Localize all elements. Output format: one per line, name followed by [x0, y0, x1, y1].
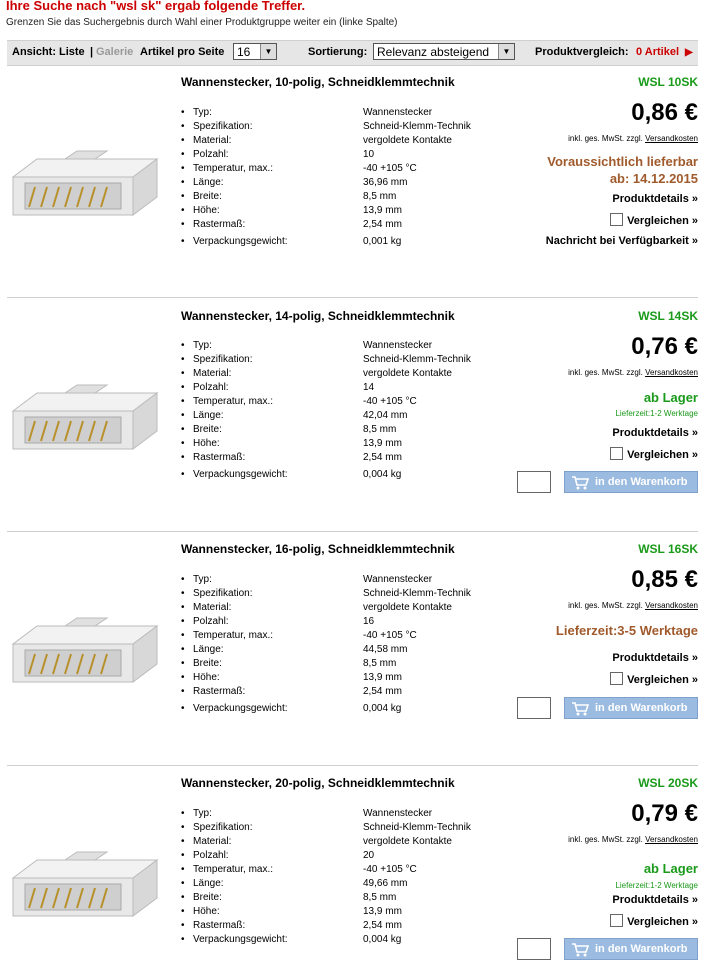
bullet: •: [181, 219, 185, 230]
shipping-costs-link[interactable]: Versandkosten: [645, 601, 698, 610]
product-title[interactable]: Wannenstecker, 20-polig, Schneidklemmtechnik: [181, 776, 455, 790]
spec-value: Schneid-Klemm-Technik: [363, 121, 471, 132]
spec-label: Spezifikation:: [193, 354, 253, 365]
availability-status: [547, 153, 698, 187]
spec-value: 13,9 mm: [363, 205, 402, 216]
bullet: •: [181, 135, 185, 146]
spec-label: Verpackungsgewicht:: [193, 703, 288, 714]
notify-availability-link[interactable]: Nachricht bei Verfügbarkeit »: [545, 235, 698, 247]
spec-label: Breite:: [193, 424, 222, 435]
bullet: •: [181, 340, 185, 351]
bullet: •: [181, 920, 185, 931]
spec-value: 8,5 mm: [363, 658, 397, 669]
product-image[interactable]: [7, 822, 159, 937]
spec-label: Verpackungsgewicht:: [193, 469, 288, 480]
delivery-time-note: Lieferzeit:1-2 Werktage: [615, 881, 698, 890]
per-page-value: 16: [237, 45, 251, 59]
divider: [7, 765, 698, 766]
product-item-wsl-16sk: [7, 542, 698, 764]
bullet: •: [181, 396, 185, 407]
compare-checkbox[interactable]: [610, 672, 623, 685]
spec-value: 49,66 mm: [363, 878, 408, 889]
quantity-input[interactable]: [517, 697, 551, 719]
spec-label: Breite:: [193, 191, 222, 202]
spec-value: 13,9 mm: [363, 906, 402, 917]
add-to-cart-label: in den Warenkorb: [595, 943, 688, 955]
product-item-wsl-10sk: [7, 75, 698, 297]
spec-value: 10: [363, 149, 375, 160]
add-to-cart-button[interactable]: [564, 938, 698, 960]
shipping-prefix: inkl. ges. MwSt. zzgl.: [568, 835, 643, 844]
bullet: •: [181, 177, 185, 188]
sort-select[interactable]: [373, 43, 515, 60]
spec-value: 16: [363, 616, 375, 627]
bullet: •: [181, 121, 185, 132]
divider: [7, 531, 698, 532]
spec-value: 0,004 kg: [363, 469, 402, 480]
spec-label: Typ:: [193, 340, 212, 351]
bullet: •: [181, 906, 185, 917]
spec-value: -40 +105 °C: [363, 163, 417, 174]
bullet: •: [181, 836, 185, 847]
shipping-note: [568, 601, 698, 610]
spec-label: Typ:: [193, 107, 212, 118]
bullet: •: [181, 616, 185, 627]
chevron-down-icon: ▼: [260, 44, 276, 59]
product-image[interactable]: [7, 121, 159, 236]
product-details-link[interactable]: Produktdetails »: [612, 193, 698, 205]
bullet: •: [181, 878, 185, 889]
spec-value: 2,54 mm: [363, 920, 402, 931]
spec-label: Länge:: [193, 878, 224, 889]
product-title[interactable]: Wannenstecker, 14-polig, Schneidklemmtechnik: [181, 309, 455, 323]
product-price: 0,86 €: [631, 99, 698, 126]
divider: [7, 297, 698, 298]
cart-icon: [571, 941, 589, 957]
spec-value: 2,54 mm: [363, 452, 402, 463]
availability-date: ab: 14.12.2015: [609, 171, 698, 186]
spec-label: Länge:: [193, 177, 224, 188]
spec-label: Temperatur, max.:: [193, 630, 274, 641]
product-code: WSL 16SK: [638, 542, 698, 556]
spec-label: Breite:: [193, 892, 222, 903]
bullet: •: [181, 469, 185, 480]
product-item-wsl-20sk: [7, 776, 698, 955]
bullet: •: [181, 574, 185, 585]
spec-label: Polzahl:: [193, 382, 229, 393]
spec-value: Wannenstecker: [363, 574, 433, 585]
add-to-cart-button[interactable]: [564, 697, 698, 719]
add-to-cart-label: in den Warenkorb: [595, 702, 688, 714]
view-list-link[interactable]: Liste: [59, 46, 85, 58]
spec-label: Material:: [193, 135, 232, 146]
product-code: WSL 14SK: [638, 309, 698, 323]
per-page-select[interactable]: [233, 43, 277, 60]
spec-value: 20: [363, 850, 375, 861]
compare-toggle[interactable]: [610, 672, 698, 686]
spec-value: 2,54 mm: [363, 219, 402, 230]
bullet: •: [181, 808, 185, 819]
product-price: 0,76 €: [631, 333, 698, 360]
view-separator: |: [90, 46, 94, 58]
compare-toggle[interactable]: [610, 213, 698, 227]
cart-icon: [571, 700, 589, 716]
product-details-link[interactable]: Produktdetails »: [612, 652, 698, 664]
per-page-label: Artikel pro Seite: [140, 46, 225, 58]
compare-toggle[interactable]: [610, 914, 698, 928]
product-details-link[interactable]: Produktdetails »: [612, 427, 698, 439]
spec-value: -40 +105 °C: [363, 864, 417, 875]
compare-checkbox[interactable]: [610, 447, 623, 460]
bullet: •: [181, 368, 185, 379]
spec-label: Rastermaß:: [193, 452, 246, 463]
sort-label: Sortierung:: [308, 46, 368, 58]
quantity-input[interactable]: [517, 938, 551, 960]
quantity-input[interactable]: [517, 471, 551, 493]
chevron-down-icon: ▼: [498, 44, 514, 59]
bullet: •: [181, 236, 185, 247]
bullet: •: [181, 354, 185, 365]
spec-value: 2,54 mm: [363, 686, 402, 697]
spec-label: Material:: [193, 368, 232, 379]
availability-status: ab Lager: [643, 390, 698, 405]
spec-label: Temperatur, max.:: [193, 163, 274, 174]
search-result-headline: Ihre Suche nach "wsl sk" ergab folgende Treffer.: [6, 0, 306, 13]
delivery-time-note: Lieferzeit:1-2 Werktage: [615, 409, 698, 418]
shipping-costs-link[interactable]: Versandkosten: [645, 134, 698, 143]
product-code: WSL 10SK: [638, 75, 698, 89]
spec-label: Höhe:: [193, 205, 220, 216]
spec-label: Spezifikation:: [193, 822, 253, 833]
spec-label: Länge:: [193, 644, 224, 655]
spec-value: 0,004 kg: [363, 703, 402, 714]
spec-value: vergoldete Kontakte: [363, 602, 452, 613]
compare-label: Vergleichen »: [627, 916, 698, 928]
shipping-prefix: inkl. ges. MwSt. zzgl.: [568, 134, 643, 143]
sort-value: Relevanz absteigend: [377, 45, 490, 59]
spec-value: Schneid-Klemm-Technik: [363, 354, 471, 365]
spec-label: Polzahl:: [193, 850, 229, 861]
spec-value: Wannenstecker: [363, 340, 433, 351]
bullet: •: [181, 864, 185, 875]
spec-label: Länge:: [193, 410, 224, 421]
spec-value: 8,5 mm: [363, 424, 397, 435]
bullet: •: [181, 438, 185, 449]
spec-value: Schneid-Klemm-Technik: [363, 588, 471, 599]
shipping-costs-link[interactable]: Versandkosten: [645, 368, 698, 377]
spec-value: vergoldete Kontakte: [363, 836, 452, 847]
spec-label: Rastermaß:: [193, 686, 246, 697]
bullet: •: [181, 410, 185, 421]
bullet: •: [181, 850, 185, 861]
add-to-cart-label: in den Warenkorb: [595, 476, 688, 488]
shipping-note: [568, 368, 698, 377]
availability-status: ab Lager: [643, 861, 698, 876]
spec-label: Verpackungsgewicht:: [193, 236, 288, 247]
compare-label: Vergleichen »: [627, 449, 698, 461]
product-image[interactable]: [7, 355, 159, 470]
shipping-note: [568, 134, 698, 143]
availability-status: Lieferzeit:3-5 Werktage: [555, 623, 698, 638]
compare-toggle[interactable]: [610, 447, 698, 461]
spec-value: 13,9 mm: [363, 672, 402, 683]
spec-label: Breite:: [193, 658, 222, 669]
spec-value: Wannenstecker: [363, 808, 433, 819]
bullet: •: [181, 703, 185, 714]
spec-label: Höhe:: [193, 438, 220, 449]
bullet: •: [181, 452, 185, 463]
add-to-cart-button[interactable]: [564, 471, 698, 493]
spec-value: 0,001 kg: [363, 236, 402, 247]
view-label: Ansicht:: [12, 46, 56, 58]
spec-value: Wannenstecker: [363, 107, 433, 118]
bullet: •: [181, 658, 185, 669]
bullet: •: [181, 107, 185, 118]
product-image[interactable]: [7, 588, 159, 703]
spec-label: Temperatur, max.:: [193, 396, 274, 407]
bullet: •: [181, 602, 185, 613]
spec-label: Typ:: [193, 808, 212, 819]
spec-value: 8,5 mm: [363, 191, 397, 202]
bullet: •: [181, 892, 185, 903]
bullet: •: [181, 382, 185, 393]
bullet: •: [181, 149, 185, 160]
spec-label: Temperatur, max.:: [193, 864, 274, 875]
spec-value: -40 +105 °C: [363, 630, 417, 641]
shipping-note: [568, 835, 698, 844]
product-details-link[interactable]: Produktdetails »: [612, 894, 698, 906]
bullet: •: [181, 630, 185, 641]
bullet: •: [181, 672, 185, 683]
result-toolbar: [7, 40, 698, 66]
spec-label: Höhe:: [193, 906, 220, 917]
bullet: •: [181, 644, 185, 655]
spec-value: 0,004 kg: [363, 934, 402, 945]
spec-label: Verpackungsgewicht:: [193, 934, 288, 945]
spec-value: 8,5 mm: [363, 892, 397, 903]
bullet: •: [181, 424, 185, 435]
compare-checkbox[interactable]: [610, 213, 623, 226]
compare-checkbox[interactable]: [610, 914, 623, 927]
spec-value: vergoldete Kontakte: [363, 135, 452, 146]
spec-value: -40 +105 °C: [363, 396, 417, 407]
spec-value: 44,58 mm: [363, 644, 408, 655]
spec-label: Spezifikation:: [193, 588, 253, 599]
bullet: •: [181, 205, 185, 216]
product-title[interactable]: Wannenstecker, 16-polig, Schneidklemmtechnik: [181, 542, 455, 556]
compare-count-link[interactable]: 0 Artikel: [636, 46, 680, 58]
product-item-wsl-14sk: [7, 309, 698, 531]
spec-value: 42,04 mm: [363, 410, 408, 421]
spec-value: 36,96 mm: [363, 177, 408, 188]
compare-label: Vergleichen »: [627, 674, 698, 686]
spec-value: Schneid-Klemm-Technik: [363, 822, 471, 833]
cart-icon: [571, 474, 589, 490]
spec-value: vergoldete Kontakte: [363, 368, 452, 379]
shipping-prefix: inkl. ges. MwSt. zzgl.: [568, 368, 643, 377]
search-hint: Grenzen Sie das Suchergebnis durch Wahl einer Produktgruppe weiter ein (linke Spalte): [6, 17, 398, 28]
spec-label: Rastermaß:: [193, 219, 246, 230]
spec-label: Polzahl:: [193, 149, 229, 160]
product-title[interactable]: Wannenstecker, 10-polig, Schneidklemmtechnik: [181, 75, 455, 89]
shipping-prefix: inkl. ges. MwSt. zzgl.: [568, 601, 643, 610]
compare-label: Produktvergleich:: [535, 46, 629, 58]
availability-line: Voraussichtlich lieferbar: [547, 154, 698, 169]
spec-value: 14: [363, 382, 375, 393]
spec-value: 13,9 mm: [363, 438, 402, 449]
spec-label: Polzahl:: [193, 616, 229, 627]
shipping-costs-link[interactable]: Versandkosten: [645, 835, 698, 844]
spec-label: Spezifikation:: [193, 121, 253, 132]
spec-label: Material:: [193, 602, 232, 613]
spec-label: Höhe:: [193, 672, 220, 683]
view-gallery-link[interactable]: Galerie: [96, 46, 134, 58]
bullet: •: [181, 822, 185, 833]
compare-label: Vergleichen »: [627, 215, 698, 227]
product-code: WSL 20SK: [638, 776, 698, 790]
bullet: •: [181, 191, 185, 202]
bullet: •: [181, 163, 185, 174]
product-price: 0,85 €: [631, 566, 698, 593]
bullet: •: [181, 934, 185, 945]
spec-label: Typ:: [193, 574, 212, 585]
bullet: •: [181, 686, 185, 697]
spec-label: Rastermaß:: [193, 920, 246, 931]
product-price: 0,79 €: [631, 800, 698, 827]
bullet: •: [181, 588, 185, 599]
spec-label: Material:: [193, 836, 232, 847]
arrow-right-icon: ▶: [685, 47, 693, 58]
